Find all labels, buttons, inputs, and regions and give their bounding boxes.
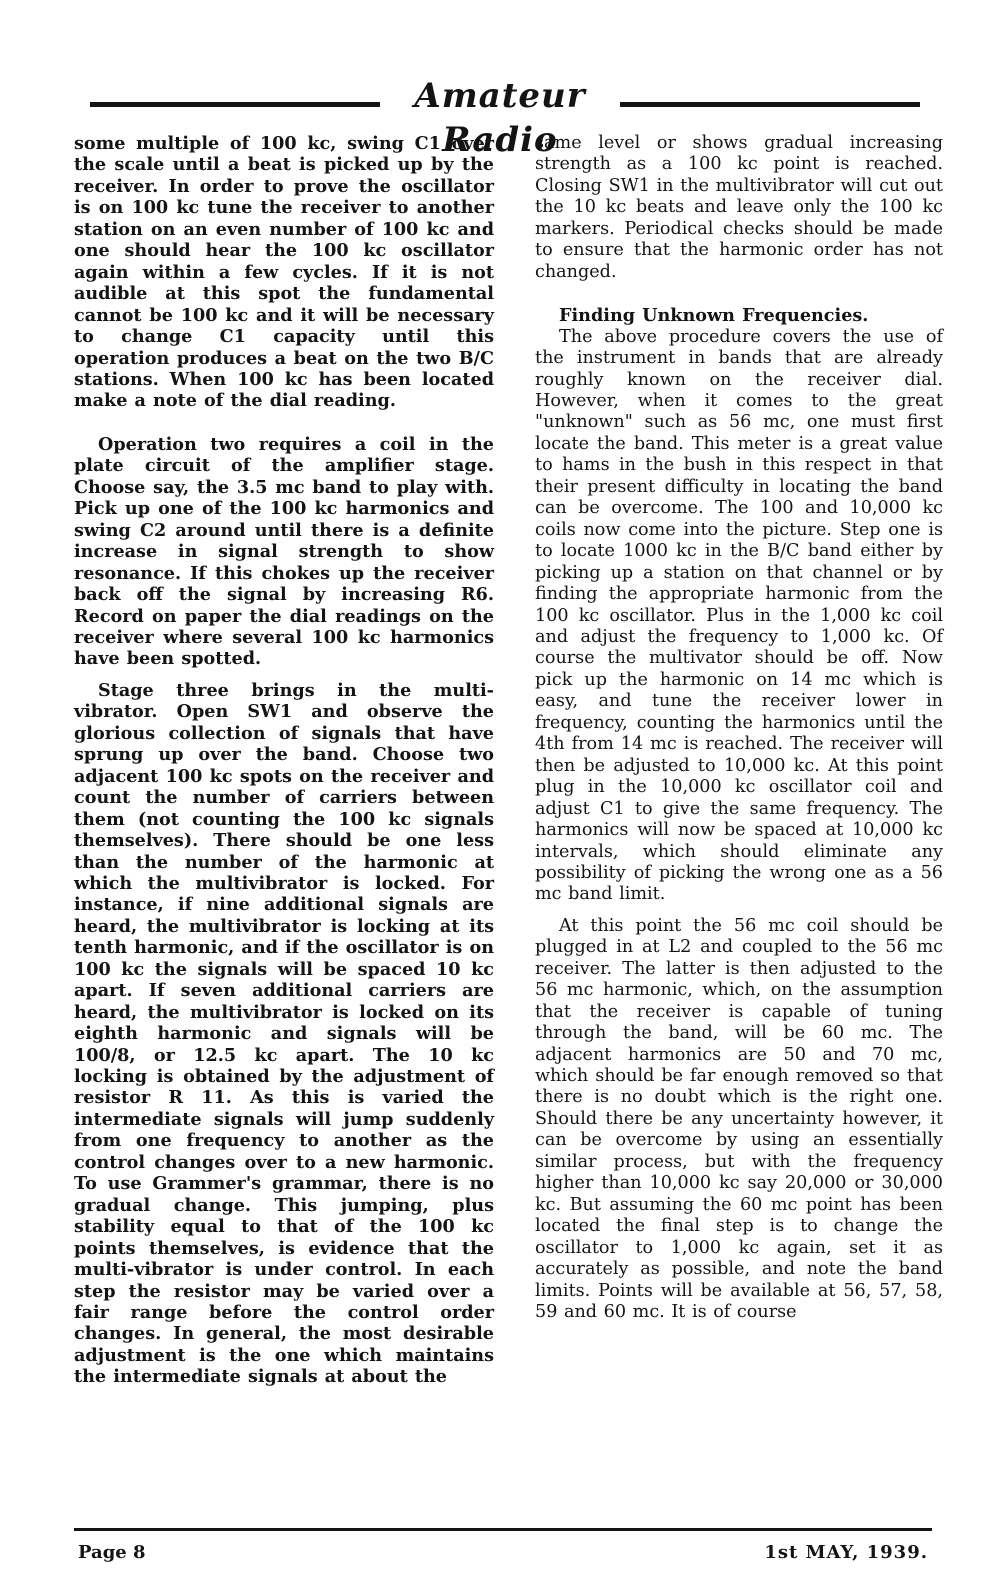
right-paragraph-2: At this point the 56 mc coil should be plugged in at L2 and coupled to the 56 mc receiver. The latter is then adjusted to the 56 mc harmonic, which, on the assumption that the receiver is capable of tuning through the band, will be 60 mc. The adjacent harmonics are 50 and 70 mc, which should be far enough removed so that there is no doubt which is the right one. Should there be any uncertainty however, it can be overcome by using an essentially similar process, but with the frequency higher than 10,000 kc say 20,000 or 30,000 kc. But assuming the 60 mc point has been located the final step is to change the oscillator to 1,000 kc again, set it as accurately as possible, and note the band limits. Points will be available at 56, 57, 58, 59 and 60 mc. It is of course [535,915,943,1323]
masthead [90,74,920,160]
left-paragraph-2: Operation two requires a coil in the plate circuit of the amplifier stage. Choose say, the 3.5 mc band to play with. Pick up one of the 100 kc harmonics and swing C2 around until there is a definite increase in signal strength to show resonance. If this chokes up the receiver back off the signal by increasing R6. Record on paper the dial readings on the receiver where several 100 kc harmonics have been spotted. [74,433,494,670]
masthead-title: Amateur Radio [414,76,586,160]
section-heading: Finding Unknown Frequencies. [559,305,869,327]
masthead-rule-left [90,102,380,107]
left-paragraph-1: some multiple of 100 kc, swing C1 over the scale until a beat is picked up by the receiver. In order to prove the oscillator is on 100 kc tune the receiver to another station on an even number of 100 kc and one should hear the 100 kc oscillator again within a few cycles. If it is not audible at this spot the fundamental cannot be 100 kc and it will be necessary to change C1 capacity until this operation produces a beat on the two B/C stations. When 100 kc has been located make a note of the dial reading. [74,133,494,412]
right-paragraph-intro: same level or shows gradual increasing strength as a 100 kc point is reached. Closing SW1 in the multivibrator will cut out the 10 kc beats and leave only the 100 kc markers. Periodical checks should be made to ensure that the harmonic order has not changed. [535,133,943,282]
left-paragraph-3: Stage three brings in the multi-vibrator. Open SW1 and observe the glorious collection of signals that have sprung up over the band. Choose two adjacent 100 kc spots on the receiver and count the number of carriers between them (not counting the 100 kc signals themselves). There should be one less than the number of the harmonic at which the multivibrator is locked. For instance, if nine additional signals are heard, the multivibrator is locking at its tenth harmonic, and if the oscillator is on 100 kc the signals will be spaced 10 kc apart. If seven additional carriers are heard, the multivibrator is locked on its eighth harmonic and signals will be 100/8, or 12.5 kc apart. The 10 kc locking is obtained by the adjustment of resistor R 11. As this is varied the intermediate signals will jump suddenly from one frequency to another as the control changes over to a new harmonic. To use Grammer's grammar, there is no gradual change. This jumping, plus stability equal to that of the 100 kc points themselves, is evidence that the multi-vibrator is under control. In each step the resistor may be varied over a fair range before the control order changes. In general, the most desirable adjustment is the one which maintains the intermediate signals at about the [74,679,494,1388]
page-number: Page 8 [78,1542,146,1563]
right-paragraph-1: The above procedure covers the use of the instrument in bands that are already roughly known on the receiver dial. However, when it comes to the great "unknown" such as 56 mc, one must first locate the band. This meter is a great value to hams in the bush in this respect in that their present difficulty in locating the band can be overcome. The 100 and 10,000 kc coils now come into the picture. Step one is to locate 1000 kc in the B/C band either by picking up a station on that channel or by finding the appropriate harmonic from the 100 kc oscillator. Plus in the 1,000 kc coil and adjust the frequency to 1,000 kc. Of course the multivator should be off. Now pick up the harmonic on 14 mc which is easy, and tune the receiver lower in frequency, counting the harmonics until the 4th from 14 mc is reached. The receiver will then be adjusted to 10,000 kc. At this point plug in the 10,000 kc oscillator coil and adjust C1 to give the same frequency. The harmonics will now be spaced at 10,000 kc intervals, which should eliminate any possibility of picking the wrong one as a 56 mc band limit. [535,326,943,905]
right-column [535,133,943,1323]
left-column [74,133,494,1388]
masthead-rule-right [620,102,920,107]
issue-date: 1st MAY, 1939. [764,1542,928,1563]
footer-rule [74,1528,932,1531]
